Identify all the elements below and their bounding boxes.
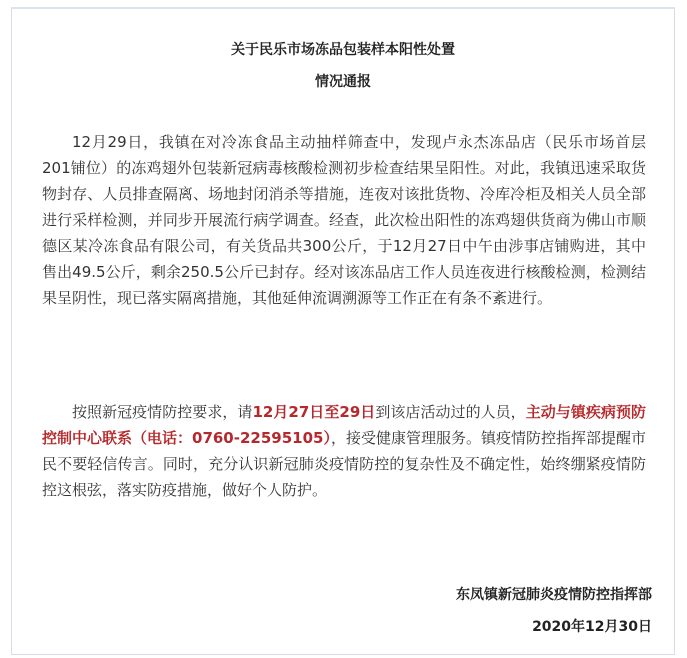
- notice-card: [11, 7, 675, 655]
- notice-paragraph-1: 12月29日，我镇在对冷冻食品主动抽样筛查中，发现卢永杰冻品店（民乐市场首层201铺位）的冻鸡翅外包装新冠病毒核酸检测初步检查结果呈阳性。对此，我镇迅速采取货物封存、人员排查隔离、场地封闭消杀等措施，连夜对该批货物、冷库冷柜及相关人员全部进行采样检测，并同步开展流行病学调查。经查，此次检出阳性的冻鸡翅供货商为佛山市顺德区某冷冻食品有限公司，有关货品共300公斤，于12月27日中午由涉事店铺购进，其中售出49.5公斤，剩余250.5公斤已封存。经对该冻品店工作人员连夜进行核酸检测，检测结果呈阴性，现已落实隔离措施，其他延伸流调溯源等工作正在有条不紊进行。: [42, 133, 646, 307]
- paragraph-2-text: 按照新冠疫情防控要求，请: [72, 403, 253, 421]
- signature-date: 2020年12月30日: [532, 619, 652, 635]
- paragraph-2-text: 到该店活动过的人员，: [375, 403, 526, 421]
- paragraph-2-text: ，接受健康管理服务。镇疫情防控指挥部提醒市民不要轻信传言。同时，充分认识新冠肺炎疫情防控的复杂性及不确定性，始终绷紧疫情防控这根弦，落实防疫措施，做好个人防护。: [42, 429, 646, 499]
- signature-organization: 东凤镇新冠肺炎疫情防控指挥部: [456, 587, 652, 603]
- date-range-highlight: 12月27日至29日: [252, 403, 376, 421]
- notice-subtitle: 情况通报: [315, 74, 371, 90]
- notice-paragraph-2: [42, 399, 646, 503]
- contact-highlight: 主动与镇疾病预防控制中心联系（电话：0760-22595105）: [42, 403, 646, 447]
- notice-title: 关于民乐市场冻品包装样本阳性处置: [231, 42, 455, 58]
